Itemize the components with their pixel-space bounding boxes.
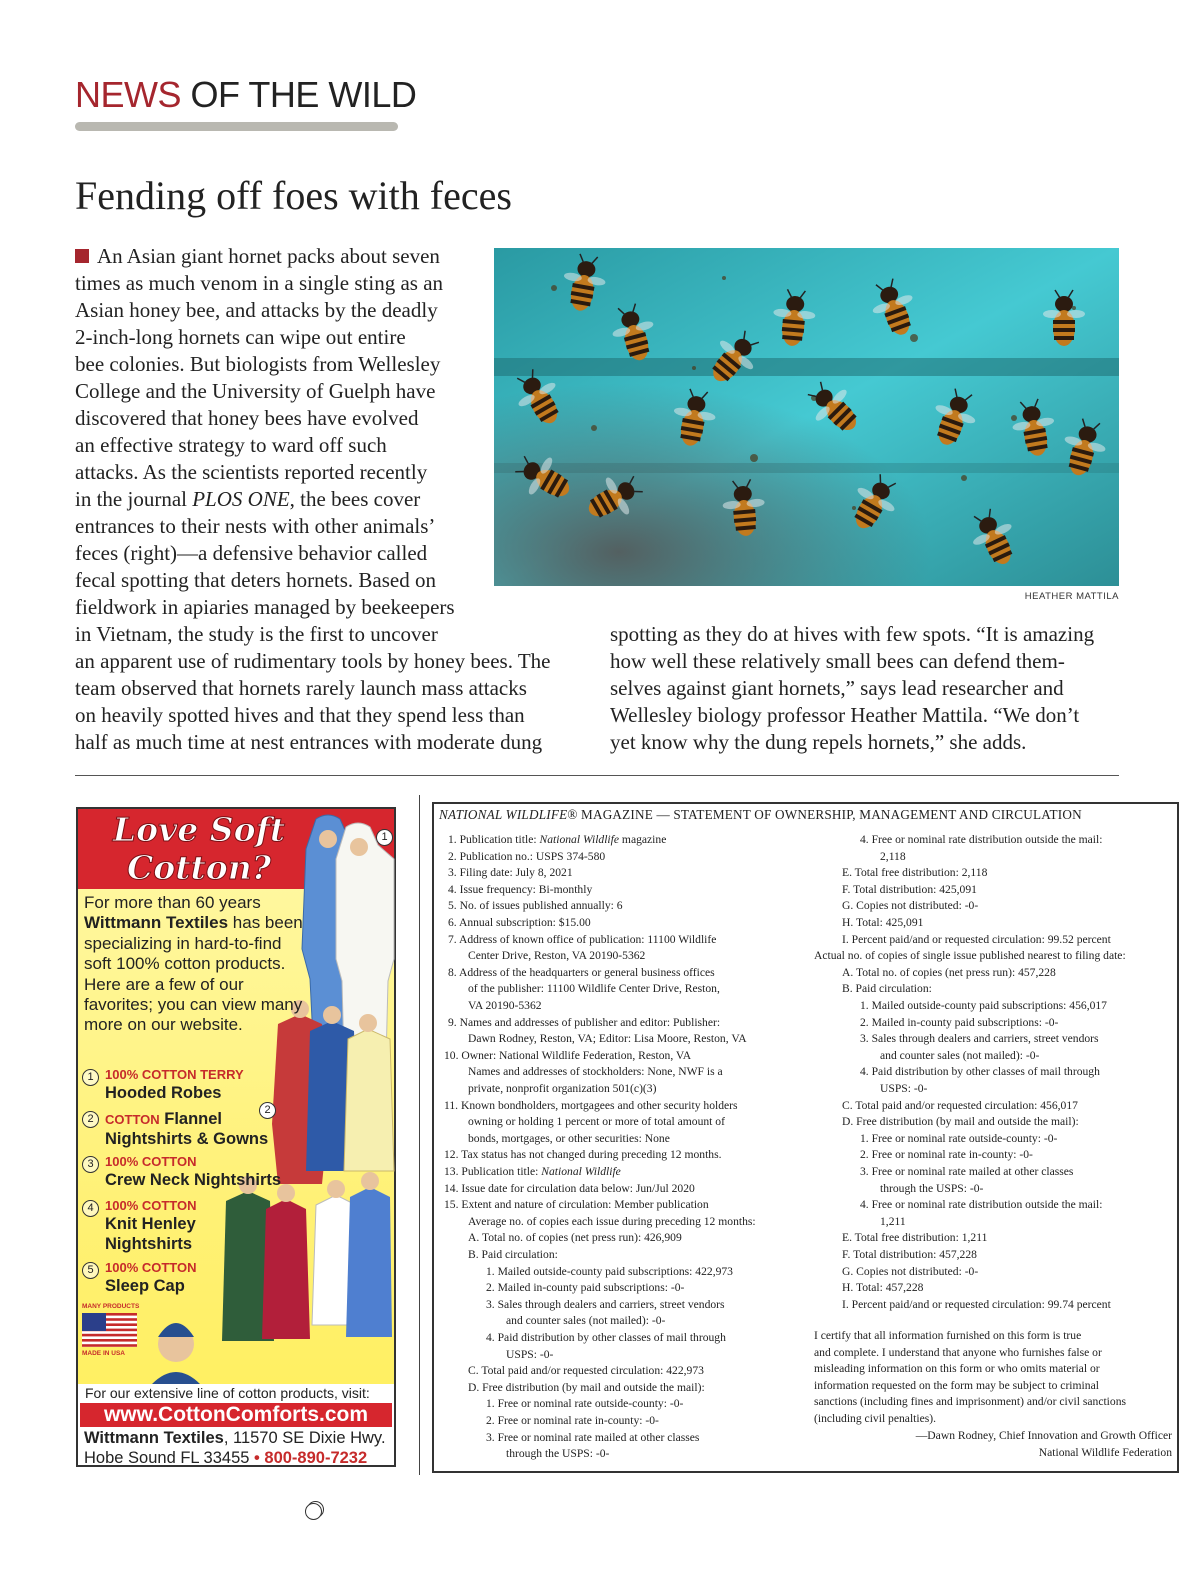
article-line: yet know why the dung repels hornets,” she adds. (610, 730, 1027, 754)
product-number-badge: 1 (376, 829, 393, 846)
ad-company-address: Wittmann Textiles, 11570 SE Dixie Hwy. (84, 1429, 386, 1447)
honey-bees-photo (494, 248, 1119, 586)
article-line: An Asian giant hornet packs about seven (75, 243, 595, 270)
statement-line: 2. Free or nominal rate in-county: -0- (860, 1148, 1033, 1162)
column-divider (419, 795, 420, 1475)
statement-line: through the USPS: -0- (506, 1447, 610, 1461)
header-underline-bar (75, 122, 398, 131)
statement-line: 11. Known bondholders, mortgagees and other security holders (444, 1098, 738, 1112)
article-line: fieldwork in apiaries managed by beekeepers (75, 595, 455, 619)
article-line: in the journal PLOS ONE, the bees cover (75, 487, 421, 511)
statement-line: 3. Sales through dealers and carriers, street vendors (860, 1032, 1099, 1046)
statement-title: NATIONAL WILDLIFE® MAGAZINE — STATEMENT OF OWNERSHIP, MANAGEMENT AND CIRCULATION (439, 807, 1082, 822)
article-line: an apparent use of rudimentary tools by honey bees. The (75, 649, 551, 673)
statement-line: 1. Mailed outside-county paid subscriptions: 456,017 (860, 999, 1107, 1012)
statement-line: D. Free distribution (by mail and outside the mail): (468, 1380, 705, 1394)
statement-line: 1. Free or nominal rate outside-county: -0- (486, 1397, 684, 1411)
article-line: discovered that honey bees have evolved (75, 406, 419, 430)
statement-line: Actual no. of copies of single issue published nearest to filing date: (814, 949, 1126, 963)
statement-line: G. Copies not distributed: -0- (842, 899, 979, 913)
article-line: an effective strategy to ward off such (75, 433, 387, 457)
statement-line: A. Total no. of copies (net press run): 426,909 (468, 1231, 682, 1245)
statement-line: 9. Names and addresses of publisher and editor: Publisher: (448, 1015, 721, 1029)
statement-line: B. Paid circulation: (842, 982, 932, 996)
ad-location-phone: Hobe Sound FL 33455 • 800-890-7232 (84, 1449, 368, 1467)
certification-text: I certify that all information furnished on this form is true and complete. I understand that anyone who furnishes false or misleading information on this form or who omits material or information requested on the form may be subject to criminal sanctions (including fines and imprisonment) and/or civil sanctions (including civil penalties). (814, 1329, 1127, 1425)
statement-line: and counter sales (not mailed): -0- (880, 1048, 1040, 1062)
made-in-usa-label: MADE IN USA (82, 1350, 125, 1357)
statement-line: H. Total: 425,091 (842, 916, 924, 929)
article-line: attacks. As the scientists reported recently (75, 460, 428, 484)
section-divider (75, 775, 1119, 776)
statement-line: 2. Mailed in-county paid subscriptions: -0- (860, 1015, 1059, 1029)
statement-line: bonds, mortgages, or other securities: None (468, 1131, 670, 1145)
article-line: feces (right)—a defensive behavior called (75, 541, 428, 565)
article-line: selves against giant hornets,” says lead researcher and (610, 676, 1064, 700)
statement-line: owning or holding 1 percent or more of total amount of (468, 1115, 725, 1129)
statement-line: 4. Free or nominal rate distribution outside the mail: (860, 1198, 1103, 1212)
statement-line: F. Total distribution: 457,228 (842, 1248, 977, 1261)
statement-line: and counter sales (not mailed): -0- (506, 1314, 666, 1328)
ad-website-link[interactable]: www.CottonComforts.com (103, 1403, 369, 1426)
statement-line: 1. Mailed outside-county paid subscriptions: 422,973 (486, 1264, 733, 1278)
statement-line: 4. Paid distribution by other classes of mail through (486, 1331, 726, 1344)
statement-line: Dawn Rodney, Reston, VA; Editor: Lisa Moore, Reston, VA (468, 1032, 747, 1046)
statement-line: E. Total free distribution: 1,211 (842, 1231, 988, 1245)
article-line: Asian honey bee, and attacks by the deadly (75, 298, 438, 322)
article-line: bee colonies. But biologists from Wellesley (75, 352, 441, 376)
statement-line: Names and addresses of stockholders: None, NWF is a (468, 1065, 723, 1079)
article-line: College and the University of Guelph have (75, 379, 436, 403)
statement-line: 1. Free or nominal rate outside-county: -0- (860, 1131, 1058, 1145)
section-bullet-icon (75, 249, 89, 263)
statement-line: B. Paid circulation: (468, 1248, 558, 1261)
section-title: NEWS OF THE WILD (75, 74, 417, 115)
statement-line: private, nonprofit organization 501(c)(3) (468, 1082, 657, 1095)
statement-line: 5. No. of issues published annually: 6 (448, 899, 623, 913)
statement-of-ownership (432, 802, 1179, 1473)
ad-intro-text: For more than 60 years Wittmann Textiles has been specializing in hard-to-find soft 100% cotton products. Here are a few of our favorites; you can view many more on our website. (84, 893, 303, 1035)
statement-line: 4. Issue frequency: Bi-monthly (448, 882, 593, 896)
statement-line: E. Total free distribution: 2,118 (842, 866, 988, 880)
many-products-label: MANY PRODUCTS (82, 1303, 140, 1310)
ad-visit-text: For our extensive line of cotton products, visit: (85, 1385, 370, 1401)
statement-line: 7. Address of known office of publication: 11100 Wildlife (448, 932, 717, 946)
statement-line: D. Free distribution (by mail and outside the mail): (842, 1115, 1079, 1129)
article-line: 2-inch-long hornets can wipe out entire (75, 325, 406, 349)
statement-line: 2. Free or nominal rate in-county: -0- (486, 1414, 659, 1427)
statement-line: G. Copies not distributed: -0- (842, 1264, 979, 1278)
statement-line: 4. Paid distribution by other classes of mail through (860, 1065, 1100, 1079)
statement-line: 10. Owner: National Wildlife Federation, Reston, VA (444, 1048, 692, 1062)
statement-line: 13. Publication title: National Wildlife (444, 1165, 621, 1178)
statement-line: C. Total paid and/or requested circulation: 422,973 (468, 1364, 704, 1378)
ad-headline: Love Soft Cotton? (112, 810, 286, 887)
statement-line: through the USPS: -0- (880, 1181, 984, 1195)
cotton-comforts-advertisement: Love Soft Cotton? MANY PRODUCTS MADE IN USA 1 2 For more than 60 years Wittmann Textiles has been specializing in hard-to-find soft 100% cotton products. Here are a few of our favorites; you can view many more on our website. 1 100% COTTON TERRY Hooded Robes 2 COTTON Flannel Nightshirts & Gowns 3 100% COTTON Crew Neck Nightshirts 4 100% COTTON Knit Henley Nightshirts 5 100% COTTON Sleep Cap For our extensive line of cotton products, visit: www.CottonComforts.com Wittmann Textiles, 11570 SE Dixie Hwy. Hobe Sound FL 33455 • 800-890-7232 (76, 807, 396, 1467)
article-body-right (610, 621, 1125, 756)
statement-line: 6. Annual subscription: $15.00 (448, 916, 591, 929)
statement-line: 1,211 (880, 1214, 906, 1228)
article-line: fecal spotting that deters hornets. Based on (75, 568, 436, 592)
statement-line: I. Percent paid/and or requested circulation: 99.74 percent (842, 1297, 1111, 1311)
article-line: on heavily spotted hives and that they spend less than (75, 703, 525, 727)
article-line: how well these relatively small bees can defend them- (610, 649, 1065, 673)
statement-line: 8. Address of the headquarters or general business offices (448, 965, 715, 979)
statement-line: 3. Free or nominal rate mailed at other classes (486, 1430, 700, 1444)
statement-line: USPS: -0- (506, 1347, 554, 1361)
statement-line: of the publisher: 11100 Wildlife Center Drive, Reston, (468, 982, 720, 996)
photo-credit: HEATHER MATTILA (1024, 591, 1119, 602)
statement-line: 3. Sales through dealers and carriers, street vendors (486, 1297, 725, 1311)
article-headline: Fending off foes with feces (75, 173, 512, 218)
statement-line: 12. Tax status has not changed during preceding 12 months. (444, 1148, 722, 1162)
statement-line: C. Total paid and/or requested circulation: 456,017 (842, 1098, 1078, 1112)
journal-name: PLOS ONE (192, 487, 290, 511)
product-number-badge: 2 (259, 1102, 276, 1119)
statement-line: H. Total: 457,228 (842, 1281, 924, 1295)
statement-line: Average no. of copies each issue during preceding 12 months: (468, 1214, 756, 1228)
statement-line: Center Drive, Reston, VA 20190-5362 (468, 949, 646, 963)
statement-line: 2,118 (880, 849, 906, 863)
usa-flag-icon (82, 1313, 137, 1347)
statement-line: 14. Issue date for circulation data below: Jun/Jul 2020 (444, 1181, 695, 1195)
statement-line: 2. Mailed in-county paid subscriptions: -0- (486, 1281, 685, 1295)
statement-line: 3. Filing date: July 8, 2021 (448, 866, 573, 880)
statement-line: 3. Free or nominal rate mailed at other classes (860, 1165, 1074, 1178)
statement-line: VA 20190-5362 (468, 999, 542, 1012)
article-line: entrances to their nests with other animals’ (75, 514, 436, 538)
signature-block: —Dawn Rodney, Chief Innovation and Growth Officer National Wildlife Federation (915, 1429, 1172, 1459)
statement-line: 15. Extent and nature of circulation: Member publication (444, 1198, 709, 1212)
product-number-badge (305, 1503, 322, 1520)
statement-line: 1. Publication title: National Wildlife magazine (448, 833, 667, 846)
article-line: half as much time at nest entrances with moderate dung (75, 730, 543, 754)
statement-line: 4. Free or nominal rate distribution outside the mail: (860, 833, 1103, 846)
article-line: spotting as they do at hives with few spots. “It is amazing (610, 622, 1095, 646)
statement-line: F. Total distribution: 425,091 (842, 882, 977, 896)
statement-line: 2. Publication no.: USPS 374-580 (448, 849, 606, 863)
article-line: team observed that hornets rarely launch mass attacks (75, 676, 527, 700)
statement-line: I. Percent paid/and or requested circulation: 99.52 percent (842, 932, 1111, 946)
article-line: times as much venom in a single sting as an (75, 271, 444, 295)
statement-line: A. Total no. of copies (net press run): 457,228 (842, 965, 1056, 979)
article-line: in Vietnam, the study is the first to uncover (75, 622, 438, 646)
article-line: Wellesley biology professor Heather Mattila. “We don’t (610, 703, 1080, 727)
statement-line: USPS: -0- (880, 1082, 928, 1095)
ad-phone-number: 800-890-7232 (264, 1449, 368, 1467)
